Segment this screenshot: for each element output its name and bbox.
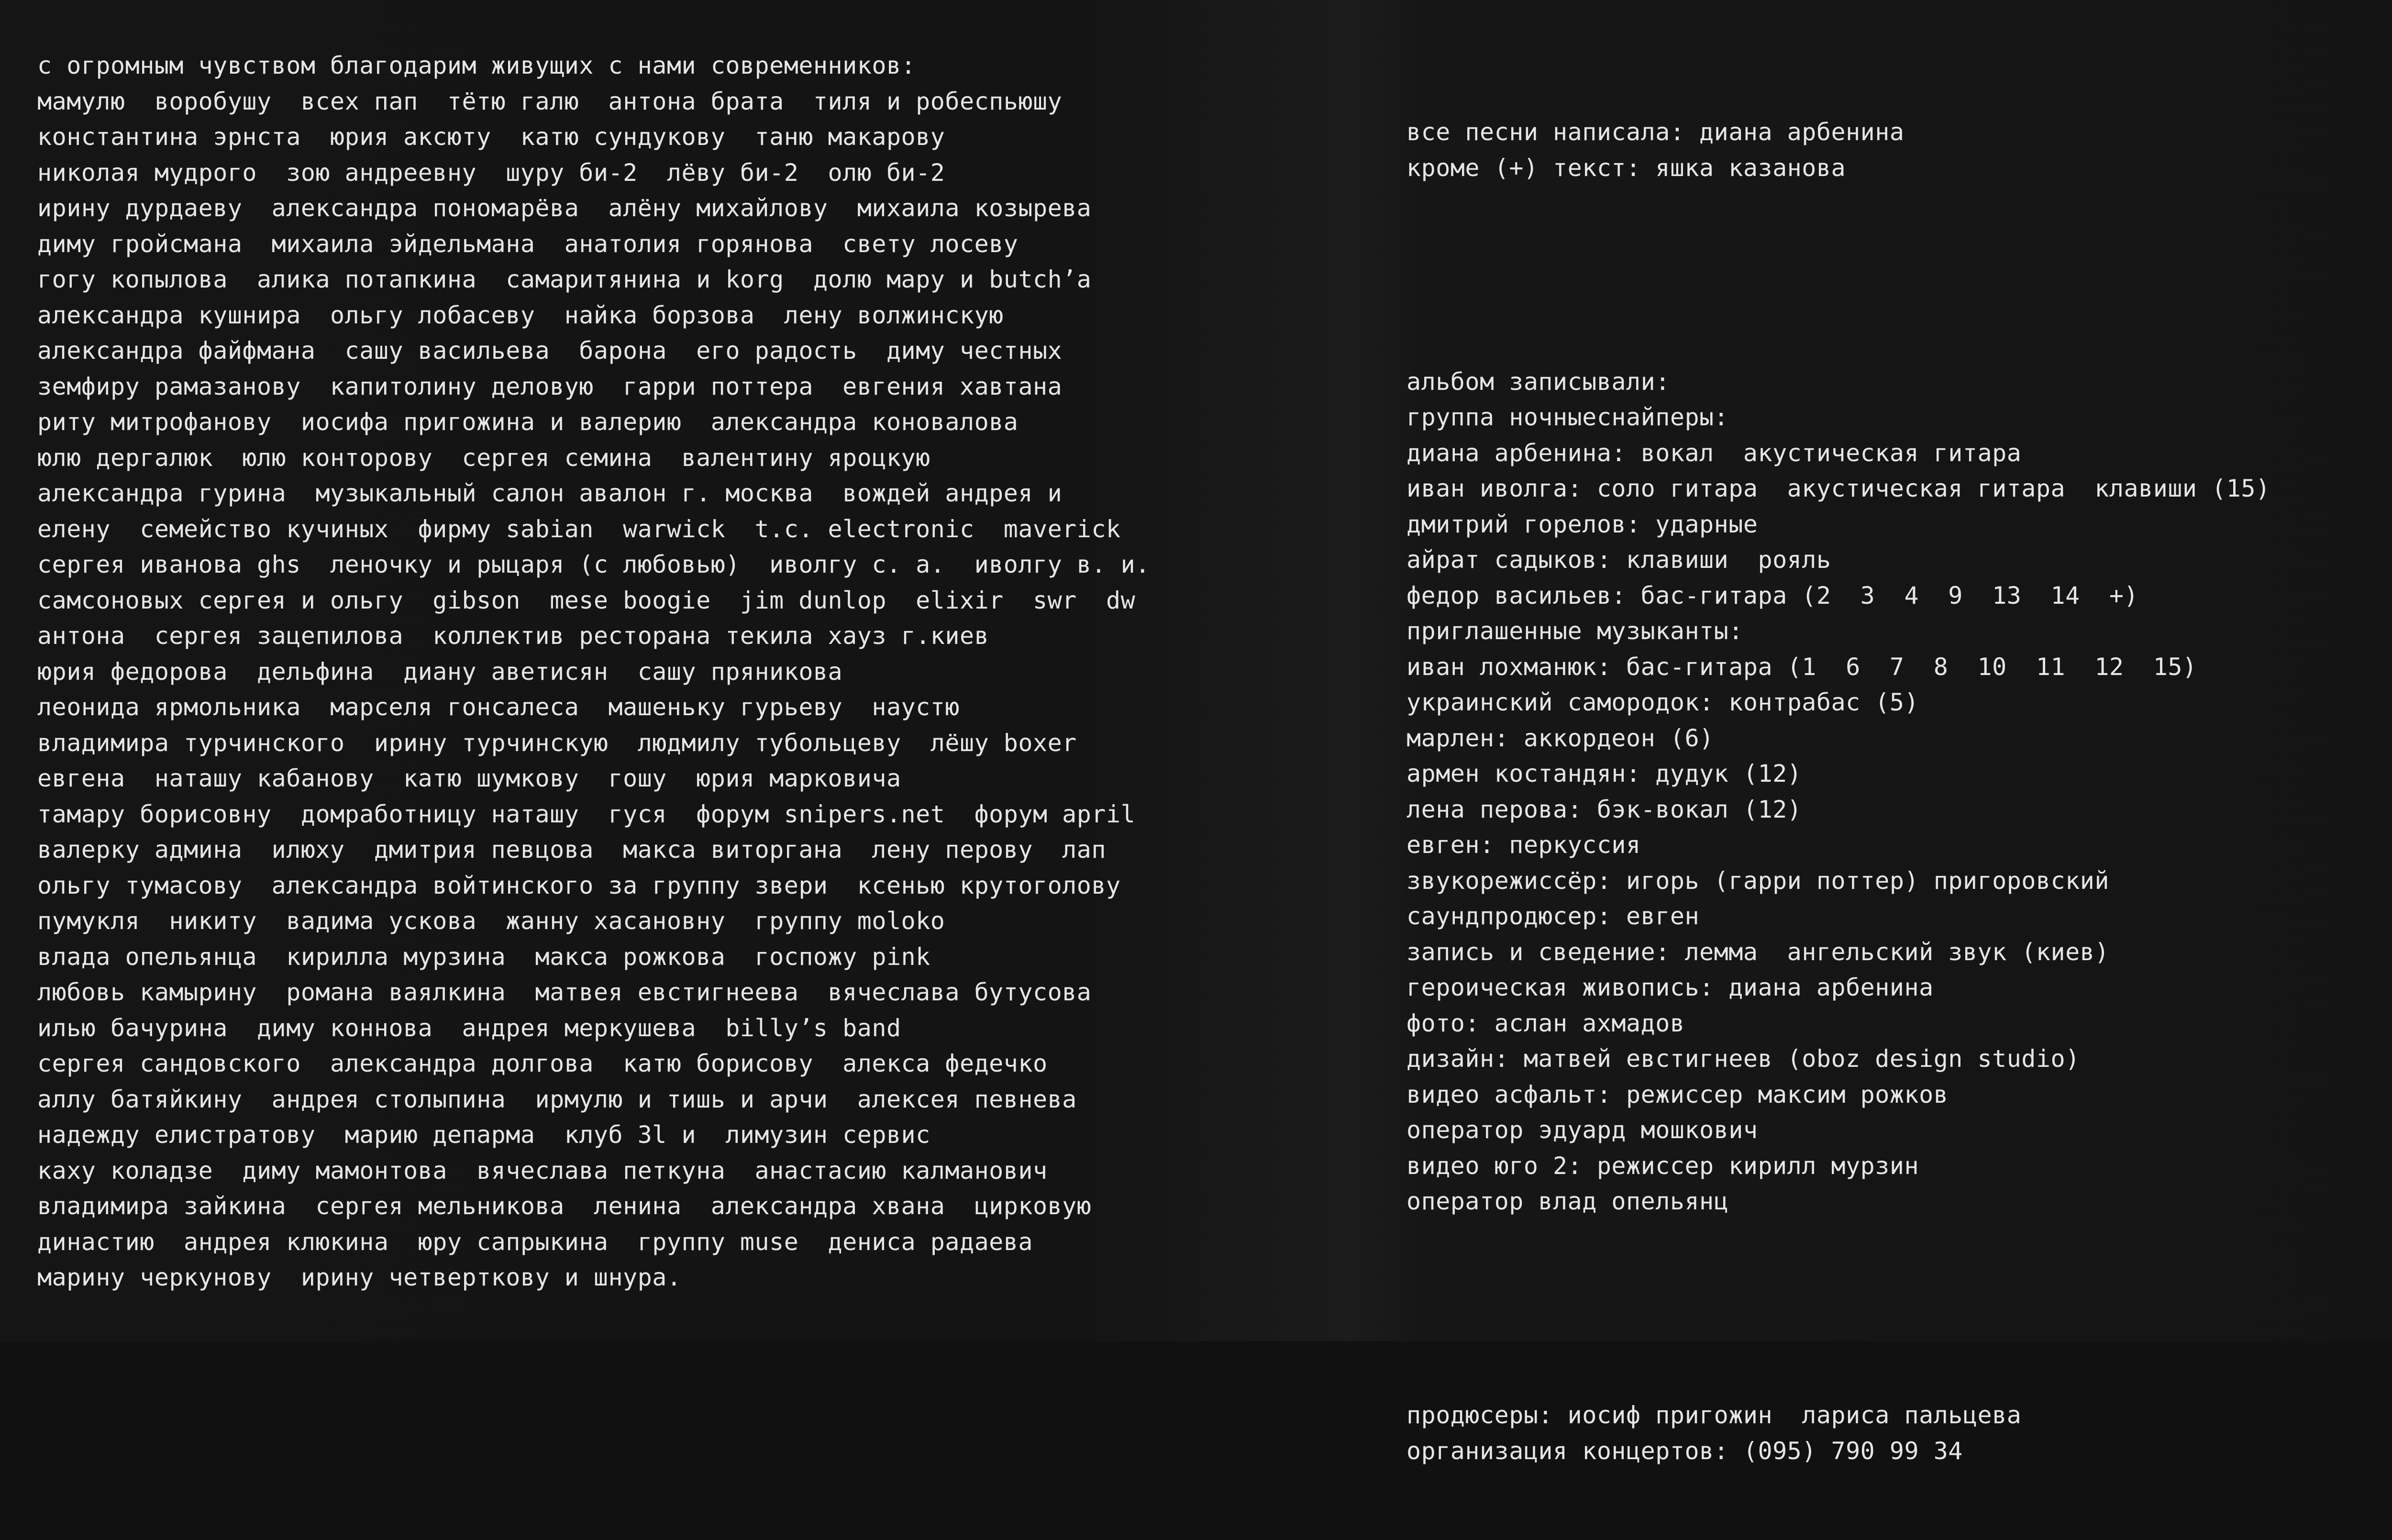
credit-line: лена перова: бэк-вокал (12) bbox=[1406, 795, 1802, 823]
thanks-line: земфиру рамазанову капитолину деловую гарри поттера евгения хавтана bbox=[37, 372, 1063, 400]
credit-line: саундпродюсер: евген bbox=[1406, 902, 1700, 930]
credit-line: кроме (+) текст: яшка казанова bbox=[1406, 154, 1846, 182]
thanks-line: каху коладзе диму мамонтова вячеслава петкуна анастасию калманович bbox=[37, 1156, 1048, 1185]
credit-line: организация концертов: (095) 790 99 34 bbox=[1406, 1437, 1963, 1465]
credit-line: видео асфальт: режиссер максим рожков bbox=[1406, 1080, 1949, 1108]
left-page-thanks bbox=[0, 0, 1342, 1341]
thanks-line: евгена наташу кабанову катю шумкову гошу юрия марковича bbox=[37, 764, 901, 792]
thanks-line: тамару борисовну домработницу наташу гуся форум snipers.net форум april bbox=[37, 800, 1136, 828]
thanks-line: илью бачурина диму коннова андрея меркушева billy’s band bbox=[37, 1014, 901, 1042]
credit-line: все песни написала: диана арбенина bbox=[1406, 118, 1905, 146]
credit-line: оператор эдуард мошкович bbox=[1406, 1116, 1758, 1144]
thanks-line: влада опельянца кирилла мурзина макса рожкова госпожу pink bbox=[37, 942, 930, 971]
thanks-line: сергея иванова ghs леночку и рыцаря (с любовью) иволгу с. а. иволгу в. и. bbox=[37, 551, 1150, 578]
thanks-line: ольгу тумасову александра войтинского за группу звери ксенью крутоголову bbox=[37, 871, 1121, 899]
thanks-line: юрия федорова дельфина диану аветисян сашу пряникова bbox=[37, 657, 843, 686]
credit-line: иван иволга: соло гитара акустическая гитара клавиши (15) bbox=[1406, 475, 2270, 502]
thanks-line: антона сергея зацепилова коллектив ресторана текила хауз г.киев bbox=[37, 622, 989, 650]
credit-line: звукорежиссёр: игорь (гарри поттер) пригоровский bbox=[1406, 866, 2109, 895]
thanks-line: сергея сандовского александра долгова катю борисову алекса федечко bbox=[37, 1050, 1048, 1077]
credit-line: фото: аслан ахмадов bbox=[1406, 1009, 1685, 1037]
credit-line: федор васильев: бас-гитара (2 3 4 9 13 14 +) bbox=[1406, 581, 2139, 609]
credit-line: героическая живопись: диана арбенина bbox=[1406, 974, 1934, 1001]
credit-line: оператор влад опельянц bbox=[1406, 1187, 1729, 1215]
thanks-line: самсоновых сергея и ольгу gibson mese boogie jim dunlop elixir swr dw bbox=[37, 586, 1136, 614]
credit-line: группа ночныеснайперы: bbox=[1406, 403, 1729, 431]
thanks-text-block bbox=[37, 48, 1342, 1296]
section-gap bbox=[1406, 257, 2392, 293]
right-page-credits bbox=[1342, 0, 2392, 1465]
credit-line: приглашенные музыканты: bbox=[1406, 617, 1743, 645]
thanks-line: николая мудрого зою андреевну шуру би-2 лёву би-2 олю би-2 bbox=[37, 158, 945, 187]
thanks-line: константина эрнста юрия аксюту катю сундукову таню макарову bbox=[37, 123, 945, 151]
thanks-line: любовь камырину романа ваялкина матвея евстигнеева вячеслава бутусова bbox=[37, 978, 1092, 1006]
thanks-line: александра кушнира ольгу лобасеву найка борзова лену волжинскую bbox=[37, 301, 1004, 329]
thanks-line: марину черкунову ирину четверткову и шнура. bbox=[37, 1263, 682, 1291]
credit-line: иван лохманюк: бас-гитара (1 6 7 8 10 11 12 15) bbox=[1406, 653, 2197, 681]
thanks-line: александра гурина музыкальный салон авалон г. москва вождей андрея и bbox=[37, 479, 1063, 507]
credit-line: дизайн: матвей евстигнеев (oboz design studio) bbox=[1406, 1045, 2080, 1073]
thanks-line: пумукля никиту вадима ускова жанну хасановну группу moloko bbox=[37, 907, 945, 935]
thanks-line: риту митрофанову иосифа пригожина и валерию александра коновалова bbox=[37, 408, 1019, 436]
thanks-line: юлю дергалюк юлю конторову сергея семина валентину яроцкую bbox=[37, 443, 930, 472]
credit-line: марлен: аккордеон (6) bbox=[1406, 724, 1714, 752]
thanks-line: надежду елистратову марию депарма клуб 3l и лимузин сервис bbox=[37, 1121, 930, 1149]
section-gap bbox=[1406, 1291, 2392, 1327]
thanks-line: ирину дурдаеву александра пономарёва алёну михайлову михаила козырева bbox=[37, 194, 1092, 222]
credit-line: видео юго 2: режиссер кирилл мурзин bbox=[1406, 1152, 1919, 1180]
credit-line: альбом записывали: bbox=[1406, 367, 1670, 396]
thanks-line: валерку админа илюху дмитрия певцова макса виторгана лену перову лап bbox=[37, 836, 1106, 864]
credits-text-block bbox=[1406, 43, 2392, 1540]
thanks-line: аллу батяйкину андрея столыпина ирмулю и тишь и арчи алексея певнева bbox=[37, 1085, 1077, 1113]
producer-credits bbox=[1406, 1397, 2392, 1469]
recording-credits bbox=[1406, 364, 2392, 1219]
thanks-line: владимира турчинского ирину турчинскую людмилу тубольцеву лёшу boxer bbox=[37, 729, 1077, 757]
credit-line: дмитрий горелов: ударные bbox=[1406, 510, 1758, 538]
credit-line: запись и сведение: лемма ангельский звук (киев) bbox=[1406, 938, 2109, 966]
credit-line: продюсеры: иосиф пригожин лариса пальцева bbox=[1406, 1401, 2022, 1429]
songwriting-credits bbox=[1406, 114, 2392, 186]
thanks-line: с огромным чувством благодарим живущих с нами современников: bbox=[37, 52, 916, 79]
thanks-line: леонида ярмольника марселя гонсалеса машеньку гурьеву наустю bbox=[37, 693, 960, 721]
credit-line: диана арбенина: вокал акустическая гитара bbox=[1406, 439, 2022, 467]
thanks-line: владимира зайкина сергея мельникова ленина александра хвана цирковую bbox=[37, 1192, 1092, 1220]
credit-line: украинский самородок: контрабас (5) bbox=[1406, 688, 1919, 716]
thanks-line: елену семейство кучиных фирму sabian warwick t.c. electronic maverick bbox=[37, 515, 1121, 543]
thanks-line: александра файфмана сашу васильева барона его радость диму честных bbox=[37, 337, 1063, 365]
thanks-line: диму гройсмана михаила эйдельмана анатолия горянова свету лосеву bbox=[37, 230, 1019, 258]
credit-line: евген: перкуссия bbox=[1406, 831, 1641, 859]
thanks-line: гогу копылова алика потапкина самаритянина и korg долю мару и butch’a bbox=[37, 266, 1092, 293]
credit-line: армен костандян: дудук (12) bbox=[1406, 760, 1802, 787]
credit-line: айрат садыков: клавиши рояль bbox=[1406, 546, 1831, 574]
thanks-line: мамулю воробушу всех пап тётю галю антона брата тиля и робеспьюшу bbox=[37, 87, 1063, 115]
thanks-line: династию андрея клюкина юру сапрыкина группу muse дениса радаева bbox=[37, 1228, 1033, 1256]
